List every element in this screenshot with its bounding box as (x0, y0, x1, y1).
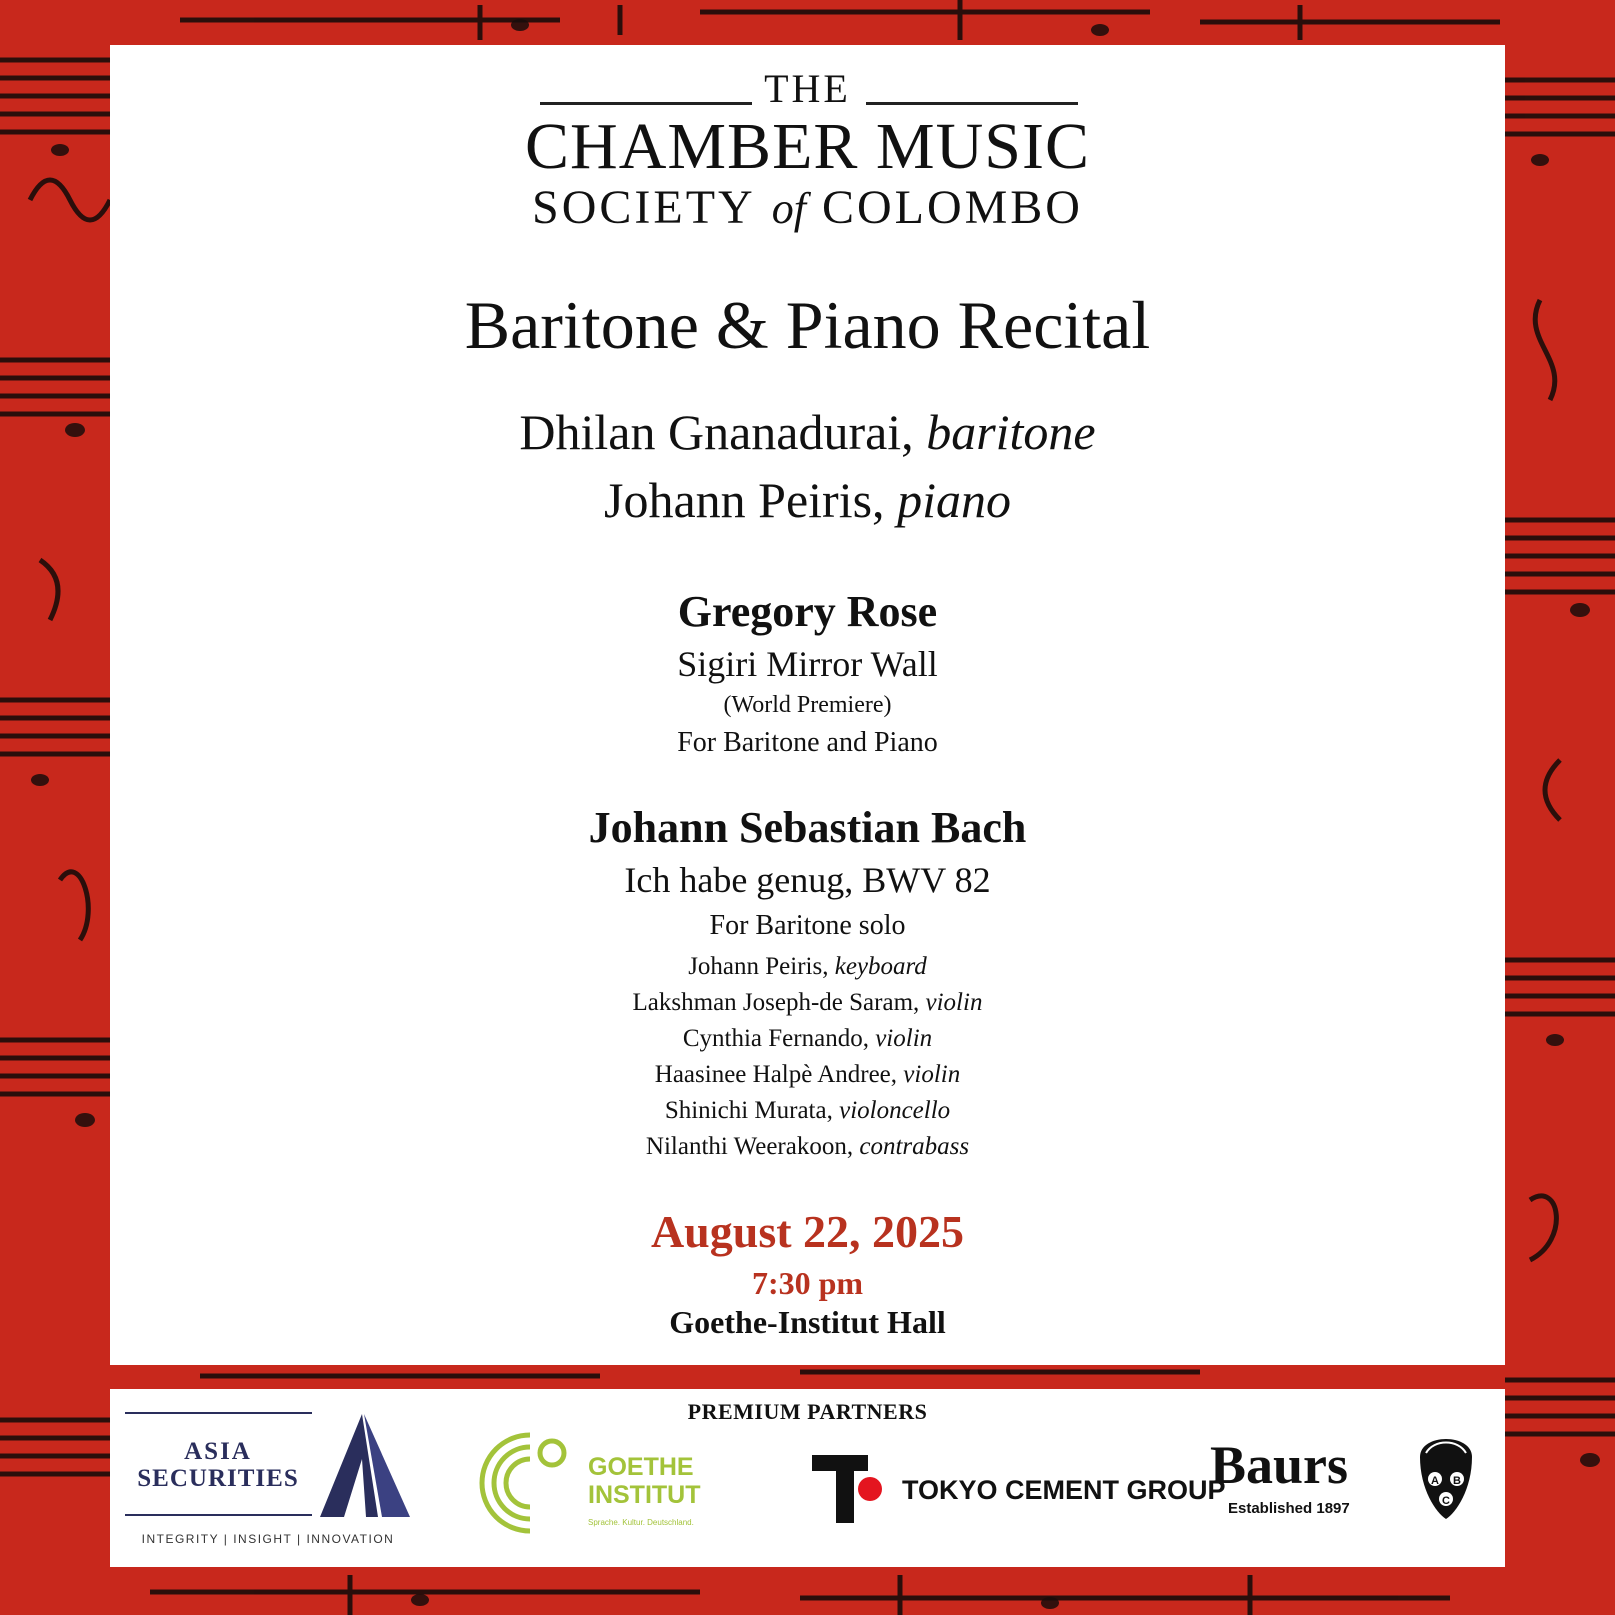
asia-name-line2: SECURITIES (137, 1465, 299, 1492)
scoring-bach: For Baritone solo (709, 910, 906, 941)
goethe-name-line2: INSTITUT (588, 1481, 701, 1509)
goethe-name-line1: GOETHE (588, 1453, 694, 1481)
svg-text:B: B (1453, 1475, 1461, 1487)
program-panel (110, 45, 1505, 1365)
player-name: Haasinee Halpè Andree, (654, 1061, 898, 1088)
performer-2 (110, 470, 1505, 530)
performer-name: Johann Peiris, (604, 472, 885, 528)
player-role: contrabass (859, 1133, 970, 1160)
tokyo-red-dot-icon (858, 1477, 882, 1501)
player-item (110, 1093, 1505, 1129)
goethe-tagline: Sprache. Kultur. Deutschland. (588, 1518, 694, 1527)
asia-name-line1: ASIA (184, 1438, 252, 1465)
partners-panel (110, 1389, 1505, 1567)
tokyo-name: TOKYO CEMENT GROUP (902, 1475, 1226, 1505)
logo-colombo: COLOMBO (821, 181, 1083, 234)
premiere-note: (World Premiere) (723, 692, 892, 718)
baurs-tagline: Established 1897 (1228, 1500, 1350, 1517)
goethe-institut-logo (470, 1433, 710, 1543)
logo-rule-left (540, 102, 752, 105)
ensemble-list (110, 949, 1505, 1165)
event-venue: Goethe-Institut Hall (669, 1304, 946, 1340)
performer-role: piano (897, 472, 1011, 528)
goethe-spiral-icon (482, 1435, 564, 1531)
player-name: Nilanthi Weerakoon, (645, 1133, 854, 1160)
composer-bach: Johann Sebastian Bach (588, 803, 1027, 852)
player-role: keyboard (834, 953, 927, 980)
player-item (110, 949, 1505, 985)
svg-text:C: C (1442, 1495, 1450, 1507)
baurs-emblem-icon (1420, 1439, 1472, 1519)
composer-rose: Gregory Rose (677, 587, 938, 636)
player-name: Cynthia Fernando, (682, 1025, 869, 1052)
logo-chamber-music: CHAMBER MUSIC (525, 110, 1090, 183)
event-date: August 22, 2025 (650, 1206, 965, 1257)
tokyo-cement-logo (810, 1451, 1226, 1527)
asia-tagline: INTEGRITY | INSIGHT | INNOVATION (141, 1532, 395, 1546)
performer-role: baritone (926, 404, 1096, 460)
society-logo-top (110, 63, 1505, 111)
baurs-name: Baurs (1210, 1435, 1349, 1495)
partners-heading: PREMIUM PARTNERS (687, 1399, 928, 1424)
player-item (110, 1021, 1505, 1057)
svg-text:A: A (1431, 1475, 1439, 1487)
logo-rule-right (866, 102, 1078, 105)
logo-of: of (771, 184, 806, 233)
scoring-rose: For Baritone and Piano (677, 727, 938, 758)
player-role: violoncello (839, 1097, 951, 1124)
player-role: violin (875, 1025, 933, 1052)
performer-name: Dhilan Gnanadurai, (519, 404, 914, 460)
logo-society: SOCIETY (532, 181, 756, 234)
player-role: violin (925, 989, 983, 1016)
player-name: Johann Peiris, (688, 953, 829, 980)
work-sigiri: Sigiri Mirror Wall (677, 644, 938, 684)
player-name: Lakshman Joseph-de Saram, (632, 989, 920, 1016)
baurs-logo (1210, 1429, 1480, 1529)
player-role: violin (903, 1061, 961, 1088)
player-name: Shinichi Murata, (664, 1097, 833, 1124)
player-item (110, 985, 1505, 1021)
player-item (110, 1129, 1505, 1165)
asia-securities-logo (120, 1409, 420, 1559)
logo-the: THE (764, 66, 851, 111)
work-bwv82: Ich habe genug, BWV 82 (624, 860, 991, 900)
performer-1 (110, 402, 1505, 462)
event-title: Baritone & Piano Recital (464, 287, 1151, 363)
event-time: 7:30 pm (751, 1265, 864, 1301)
logo-society-of-colombo (110, 178, 1505, 239)
player-item (110, 1057, 1505, 1093)
